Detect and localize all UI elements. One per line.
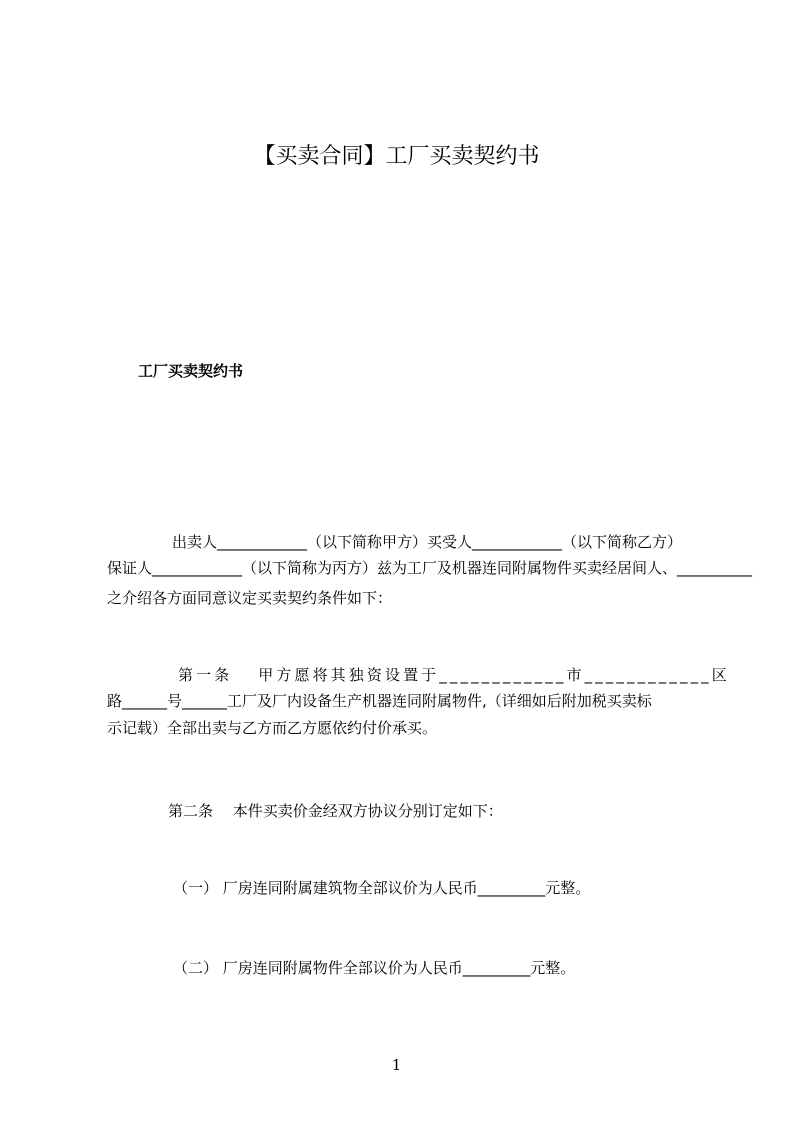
- article-1-line-3: 示记载）全部出卖与乙方而乙方愿依约付价承买。: [107, 719, 438, 737]
- preamble-line-3: 之介绍各方面同意议定买卖契约条件如下：: [107, 589, 393, 607]
- preamble-line-2: 保证人____________（以下简称为丙方）兹为工厂及机器连同附属物件买卖经居间人、__________: [107, 559, 753, 577]
- page-number: 1: [391, 1056, 402, 1074]
- article-2-item-2: （二） 厂房连同附属物件全部议价为人民币_________元整。: [173, 959, 576, 977]
- document-subtitle: 工厂买卖契约书: [138, 362, 244, 380]
- document-title: 【买卖合同】工厂买卖契约书: [253, 144, 540, 169]
- article-1-line-2: 路______号______工厂及厂内设备生产机器连同附属物件,（详细如后附加税买卖标: [107, 692, 652, 710]
- article-1-line-1: 第一条 甲方愿将其独资设置于____________市____________区: [178, 666, 730, 684]
- article-2-item-1: （一） 厂房连同附属建筑物全部议价为人民币_________元整。: [173, 879, 591, 897]
- preamble-line-1: 出卖人____________（以下简称甲方）买受人____________（以下简称乙方）: [172, 533, 683, 551]
- article-2-line-1: 第二条 本件买卖价金经双方协议分别订定如下：: [168, 802, 503, 820]
